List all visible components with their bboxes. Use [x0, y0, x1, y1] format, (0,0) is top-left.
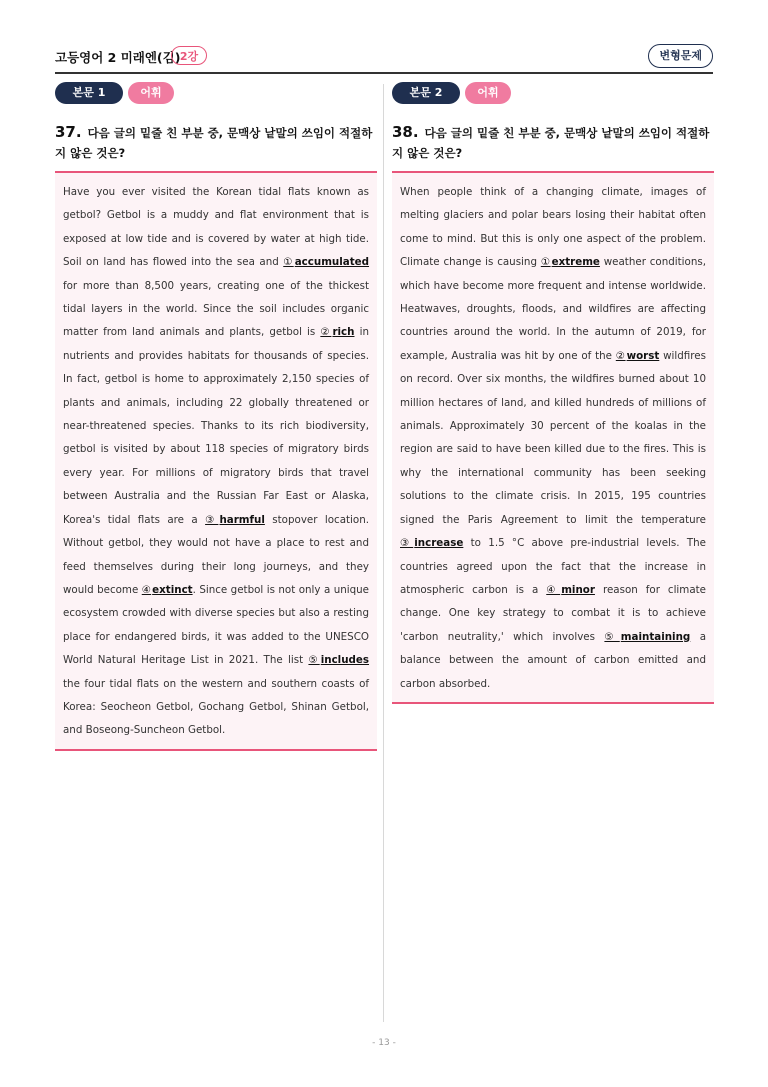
page-header: [55, 44, 713, 72]
question-38-column: [392, 82, 714, 704]
underlined-word-4: [142, 584, 193, 596]
passage-text: for more than 8,500 years, creating one of the thickest tidal layers in the world. Since the soil includes organic matter from land animals and plants, getbol is: [63, 279, 369, 339]
choice-marker: ③: [400, 537, 414, 550]
header-divider: [55, 72, 713, 74]
choice-word: extreme: [551, 256, 600, 269]
page-number: - 13 -: [372, 1038, 396, 1048]
choice-word: rich: [332, 326, 355, 339]
underlined-word-1: [541, 256, 600, 268]
problem-type-badge: 변형문제: [648, 44, 713, 68]
question-text: 다음 글의 밑줄 친 부분 중, 문맥상 낱말의 쓰임이 적절하지 않은 것은?: [55, 126, 373, 160]
tag-row: [55, 82, 377, 106]
choice-word: maintaining: [620, 630, 691, 643]
passage-tag: 본문 2: [392, 82, 460, 104]
passage-tag: 본문 1: [55, 82, 123, 104]
question-prompt: [55, 122, 377, 163]
lesson-badge: 2강: [171, 46, 207, 65]
passage-text: . Since getbol is not only a unique ecosystem crowded with diverse species but also a resting place for endangered birds, it was added to the UNESCO World Natural Heritage List in 2021. The list: [63, 583, 370, 667]
choice-marker: ①: [540, 256, 551, 269]
passage-text: Have you ever visited the Korean tidal flats known as getbol? Getbol is a muddy and flat environment that is exposed at low tide and is covered by water at high tide. Soil on land has flowed into the sea and: [63, 186, 369, 269]
passage-text: stopover location. Without getbol, they would not have a place to rest and feed themselves during their long journeys, and they would become: [63, 513, 369, 596]
question-number: 37.: [55, 123, 82, 141]
choice-word: extinct: [152, 583, 193, 596]
passage-text: When people think of a changing climate, images of melting glaciers and polar bears losing their habitat often come to mind. But this is only one aspect of the problem. Climate change is causing: [400, 186, 706, 269]
passage-divider: [392, 702, 714, 704]
column-divider: [383, 84, 384, 1022]
passage-text: reason for climate change. One key strategy to combat it is to achieve 'carbon neutrality,' which involves: [400, 583, 707, 643]
question-37-column: [55, 82, 377, 751]
choice-word: worst: [626, 349, 660, 362]
question-prompt: [392, 122, 714, 163]
underlined-word-5: [308, 654, 369, 666]
passage-text: the four tidal flats on the western and southern coasts of Korea: Seocheon Getbol, Gochang Getbol, Shinan Getbol, and Boseong-Suncheon Getbol.: [63, 677, 369, 737]
book-title: 고등영어 2 미래엔(김): [55, 50, 181, 65]
underlined-word-4: [546, 584, 595, 596]
choice-marker: ④: [141, 583, 152, 596]
choice-word: harmful: [219, 513, 265, 526]
choice-marker: ②: [320, 326, 332, 339]
tag-row: [392, 82, 714, 106]
passage-divider: [55, 749, 377, 751]
underlined-word-3: [205, 514, 265, 526]
choice-word: increase: [414, 537, 464, 550]
category-tag: 어휘: [128, 82, 174, 104]
choice-marker: ⑤: [604, 630, 620, 643]
passage-text: wildfires on record. Over six months, the wildfires burned about 10 million hectares of land, and killed hundreds of millions of animals. Approximately 30 percent of the koalas in the region are said to have been killed due to the fires. This is why the international community has been seeking solutions to the climate crisis. In 2015, 195 countries signed the Paris Agreement to limit the temperature: [400, 349, 706, 526]
choice-word: accumulated: [294, 256, 370, 269]
passage-text: to 1.5 °C above pre-industrial levels. The countries agreed upon the fact that the increase in atmospheric carbon is a: [400, 537, 706, 596]
choice-word: includes: [320, 654, 370, 667]
choice-marker: ③: [205, 513, 219, 526]
passage-text: weather conditions, which have become more frequent and intense worldwide. Heatwaves, droughts, floods, and wildfires are affecting countries around the world. In the autumn of 2019, for example, Australia was hit by one of the: [400, 256, 707, 362]
underlined-word-3: [400, 537, 463, 549]
underlined-word-5: [604, 631, 690, 643]
choice-marker: ①: [283, 256, 294, 269]
choice-marker: ⑤: [308, 654, 320, 667]
question-text: 다음 글의 밑줄 친 부분 중, 문맥상 낱말의 쓰임이 적절하지 않은 것은?: [392, 126, 710, 160]
passage-body: [392, 173, 714, 702]
question-number: 38.: [392, 123, 419, 141]
passage-body: [55, 173, 377, 749]
category-tag: 어휘: [465, 82, 511, 104]
choice-marker: ④: [546, 583, 561, 596]
underlined-word-2: [320, 326, 354, 338]
passage-text: in nutrients and provides habitats for thousands of species. In fact, getbol is home to approximately 2,150 species of plants and animals, including 22 globally threatened or near-threatened species. Thanks to its rich biodiversity, getbol is visited by about 118 species of migratory birds every year. For millions of migratory birds that travel between Australia and the Russian Far East or Alaska, Korea's tidal flats are a: [63, 326, 369, 526]
underlined-word-1: [283, 256, 369, 268]
choice-marker: ②: [615, 349, 626, 362]
underlined-word-2: [616, 350, 660, 362]
choice-word: minor: [561, 583, 595, 596]
passage-text: a balance between the amount of carbon emitted and carbon absorbed.: [400, 630, 707, 690]
